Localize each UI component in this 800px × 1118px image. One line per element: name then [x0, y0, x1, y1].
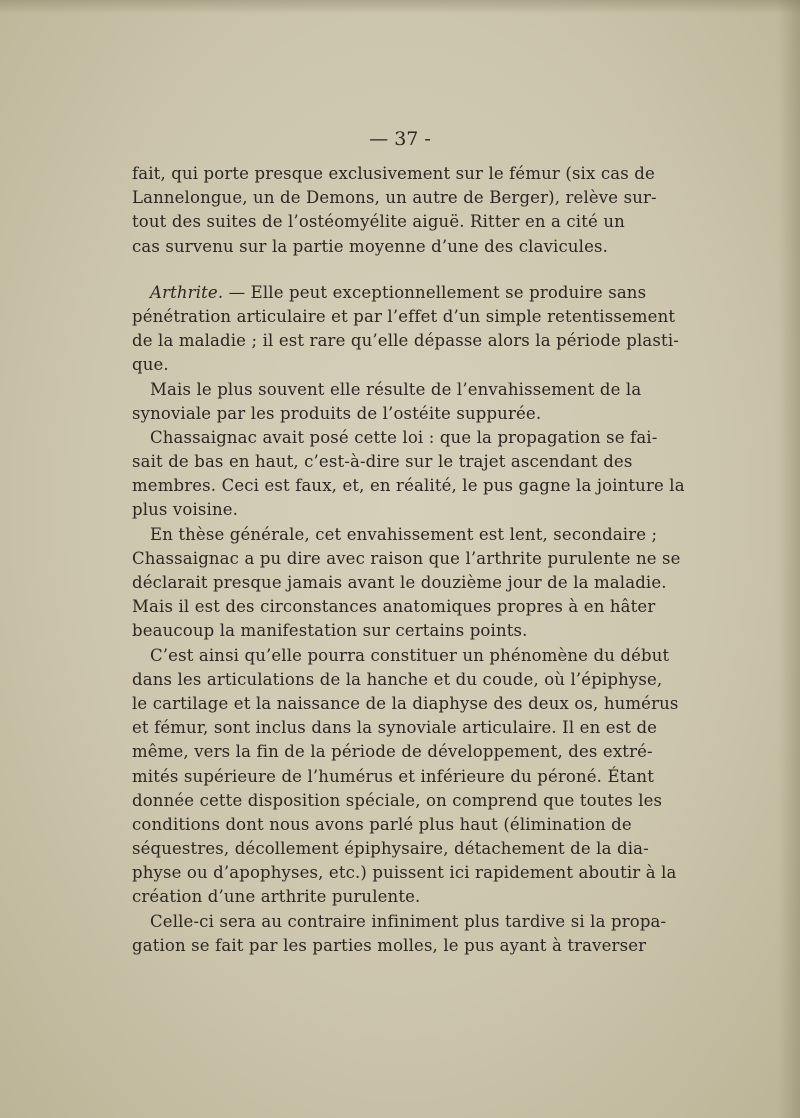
text-line: tout des suites de l’ostéomyélite aiguë. Ritter en a cité un	[132, 212, 625, 232]
text-line: Celle-ci sera au contraire infiniment plus tardive si la propa-	[150, 911, 667, 931]
paragraph	[132, 426, 685, 523]
text-line: plus voisine.	[132, 500, 239, 520]
text-line: séquestres, décollement épiphysaire, détachement de la dia-	[132, 839, 649, 859]
text-line: En thèse générale, cet envahissement est lent, secondaire ;	[150, 524, 658, 544]
text-line: donnée cette disposition spéciale, on comprend que toutes les	[132, 790, 663, 810]
body-text	[132, 130, 685, 958]
text-line: beaucoup la manifestation sur certains points.	[132, 621, 528, 641]
paragraph	[132, 644, 679, 910]
text-line: Mais le plus souvent elle résulte de l’envahissement de la	[150, 379, 642, 399]
text-line: Mais il est des circonstances anatomiques propres à en hâter	[132, 597, 656, 617]
text-line: dans les articulations de la hanche et du coude, où l’épiphyse,	[132, 669, 663, 689]
text-run: — Elle peut exceptionnellement se produire sans	[223, 282, 647, 302]
text-line: Lannelongue, un de Demons, un autre de Berger), relève sur-	[132, 188, 657, 208]
paragraph	[132, 378, 642, 426]
text-line: Chassaignac avait posé cette loi : que la propagation se fai-	[150, 427, 658, 447]
text-line: cas survenu sur la partie moyenne d’une des clavicules.	[132, 236, 609, 256]
text-line: fait, qui porte presque exclusivement sur le fémur (six cas de	[132, 164, 655, 183]
text-line: C’est ainsi qu’elle pourra constituer un phénomène du début	[150, 645, 670, 665]
page-edge-shadow-right	[778, 0, 800, 1118]
text-line: même, vers la fin de la période de développement, des extré-	[132, 742, 653, 762]
text-line: membres. Ceci est faux, et, en réalité, le pus gagne la jointure la	[132, 476, 685, 496]
text-line: conditions dont nous avons parlé plus haut (élimination de	[132, 814, 632, 834]
text-line: de la maladie ; il est rare qu’elle dépasse alors la période plasti-	[132, 331, 679, 351]
text-line: création d’une arthrite purulente.	[132, 887, 421, 907]
paragraph	[132, 523, 681, 644]
text-line	[132, 281, 647, 305]
text-line: physe ou d’apophyses, etc.) puissent ici rapidement aboutir à la	[132, 863, 677, 883]
text-line: le cartilage et la naissance de la diaphyse des deux os, humérus	[132, 693, 679, 713]
text-line: et fémur, sont inclus dans la synoviale articulaire. Il en est de	[132, 718, 658, 738]
text-line: pénétration articulaire et par l’effet d’un simple retentissement	[132, 306, 676, 326]
paragraph	[132, 162, 657, 259]
text-line: mités supérieure de l’humérus et inférieure du péroné. Étant	[132, 766, 654, 786]
paragraph	[132, 281, 679, 378]
text-line: sait de bas en haut, c’est-à-dire sur le trajet ascendant des	[132, 452, 633, 472]
text-line: Chassaignac a pu dire avec raison que l’arthrite purulente ne se	[132, 548, 681, 568]
text-line: gation se fait par les parties molles, le pus ayant à traverser	[132, 935, 647, 955]
text-line: synoviale par les produits de l’ostéite suppurée.	[132, 403, 542, 423]
page-number: — 37 -	[369, 128, 431, 150]
text-line: déclarait presque jamais avant le douzième jour de la maladie.	[132, 573, 667, 592]
paragraph	[132, 910, 667, 958]
section-heading: Arthrite.	[150, 282, 224, 302]
page-edge-shadow-top	[0, 0, 800, 14]
text-line: que.	[132, 355, 169, 375]
